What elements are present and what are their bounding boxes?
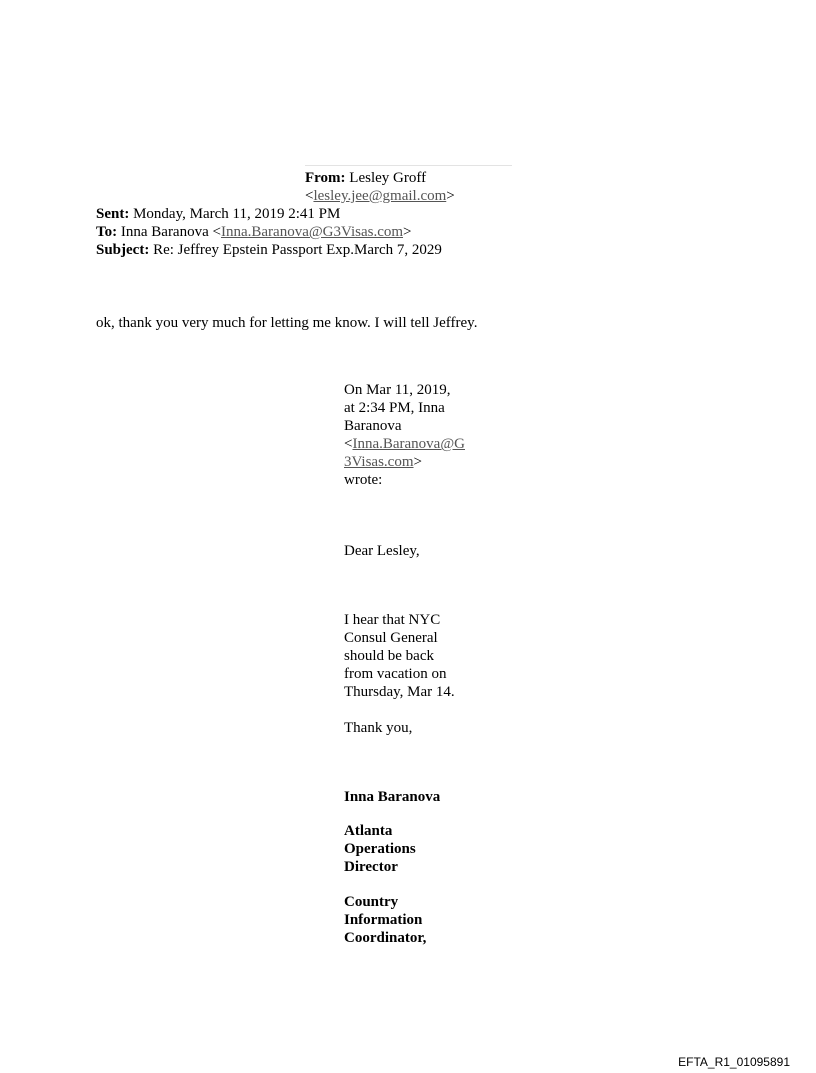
signature-title-line: Operations [344, 841, 416, 857]
quoted-intro [344, 381, 494, 489]
sent-value: Monday, March 11, 2019 2:41 PM [133, 206, 341, 222]
to-label: To: [96, 224, 118, 240]
signature-title-line: Atlanta [344, 823, 393, 839]
signature-role-line: Information [344, 912, 423, 928]
quoted-email-line: <Inna.Baranova@G [344, 436, 465, 452]
subject-label: Subject: [96, 242, 150, 258]
quoted-email-link-part1[interactable]: Inna.Baranova@G [352, 436, 465, 452]
quoted-email-line: 3Visas.com> [344, 454, 422, 470]
sent-label: Sent: [96, 206, 130, 222]
to-line: To: Inna Baranova <Inna.Baranova@G3Visas.com> [96, 224, 412, 240]
quoted-message-line: Consul General [344, 630, 438, 646]
signature-name: Inna Baranova [344, 789, 441, 805]
quoted-signoff: Thank you, [344, 720, 413, 736]
from-email-link[interactable]: lesley.jee@gmail.com [313, 188, 447, 204]
quoted-intro-line: at 2:34 PM, Inna [344, 400, 445, 416]
quoted-message-line: from vacation on [344, 666, 447, 682]
quoted-email-link-part2[interactable]: 3Visas.com [344, 454, 414, 470]
to-email-link[interactable]: Inna.Baranova@G3Visas.com [220, 224, 404, 240]
from-name: Lesley Groff [349, 170, 427, 186]
header-divider [305, 165, 512, 166]
quoted-message-line: I hear that NYC [344, 612, 441, 628]
quoted-intro-line: wrote: [344, 472, 383, 488]
from-line: From: Lesley Groff <lesley.jee@gmail.com> [305, 170, 455, 204]
quoted-message-line: should be back [344, 648, 434, 664]
subject-line [96, 241, 536, 259]
email-header [96, 205, 536, 259]
quoted-intro-line: On Mar 11, 2019, [344, 382, 451, 398]
sent-line [96, 205, 536, 223]
subject-value: Re: Jeffrey Epstein Passport Exp.March 7, 2029 [153, 242, 442, 258]
quoted-greeting: Dear Lesley, [344, 543, 420, 559]
document-id: EFTA_R1_01095891 [678, 1055, 790, 1069]
signature-role-line: Coordinator, [344, 930, 427, 946]
to-name: Inna Baranova [120, 224, 209, 240]
quoted-message-line: Thursday, Mar 14. [344, 684, 455, 700]
signature-role [344, 893, 494, 947]
quoted-message [344, 611, 494, 701]
from-label: From: [305, 170, 346, 186]
quoted-intro-line: Baranova [344, 418, 402, 434]
signature-title-line: Director [344, 859, 398, 875]
reply-text: ok, thank you very much for letting me know. I will tell Jeffrey. [96, 315, 478, 331]
signature-title [344, 822, 494, 876]
signature-role-line: Country [344, 894, 399, 910]
